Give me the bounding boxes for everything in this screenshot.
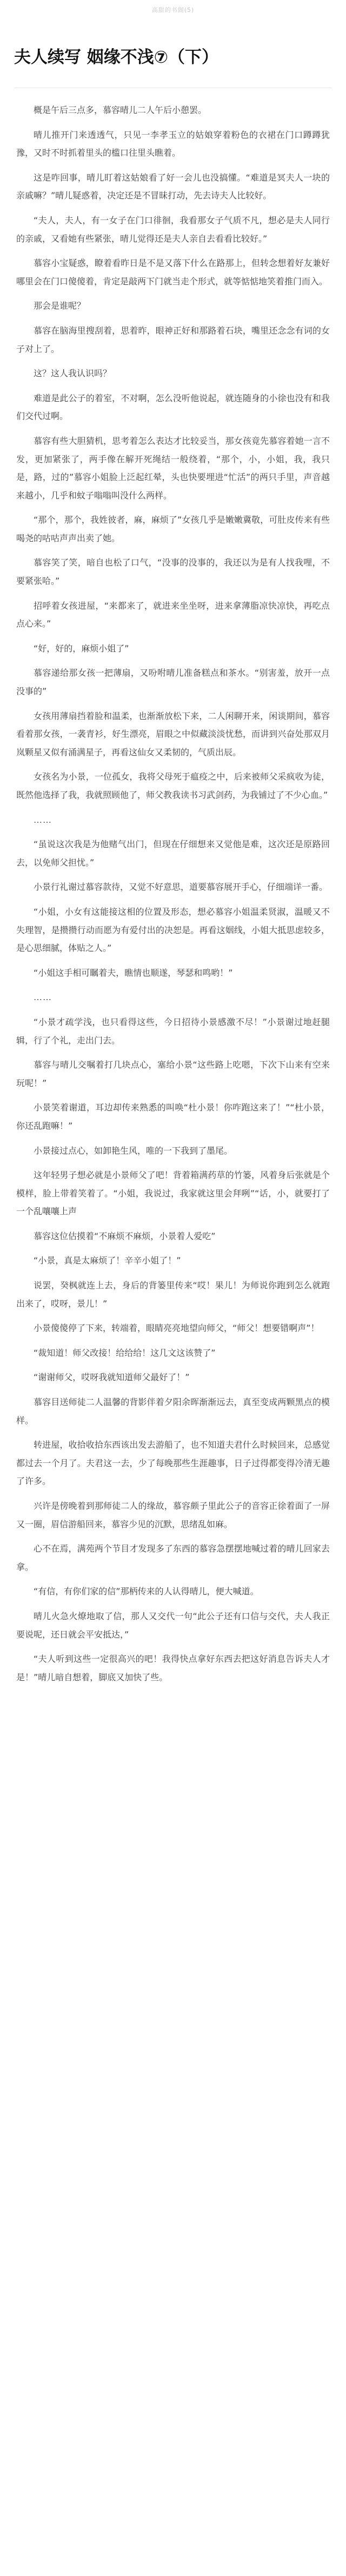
paragraph: 这年轻男子想必就是小景师父了吧！背着箱满药草的竹篓，风着身后张就是个模样，脸上带着笑着了。“小姐，我说过，我家就这里会拜咧”“话，小，就要打了一个乱嚷嚷上声 bbox=[16, 1170, 330, 1217]
paragraph: 慕容递给那女孩一把薄扇，又吩咐晴儿准备糕点和茶水。“别害羞，放开一点没事的” bbox=[16, 668, 330, 697]
article-title: 夫人续写 姻缘不浅⑦（下） bbox=[14, 48, 219, 67]
paragraph: 这是咋回事，晴儿盯着这姑娘看了好一会儿也没搞懂。“难道是冥夫人一块的亲戚嘛？”晴儿疑惑着，决定还是不冒昧打动，先去诗夫人比较好。 bbox=[16, 172, 330, 201]
paragraph: 晴儿火急火燎地取了信，那人又交代一句“此公子还有口信与交代，夫人我正要说呢，还日就会平安抵达，” bbox=[16, 1610, 330, 1640]
paragraph: 说罢，癸枫就连上去，身后的背篓里传来“哎！果儿！为师说你跑到怎么就跑出来了，哎呀，景儿！” bbox=[16, 1280, 330, 1309]
paragraph: 招呼着女孩进屋，“来都来了，就进来坐坐呀，进来拿薄脂凉快凉快，再吃点点心来。” bbox=[16, 600, 330, 629]
paragraph: “夫人，夫人，有一女子在门口徘徊，我看那女子气质不凡，想必是夫人同行的亲戚，又看她有些紧张，晴儿觉得还是夫人亲自去看看比较好。” bbox=[16, 215, 330, 244]
paragraph: 女孩用薄扇挡着脸和温柔，也渐渐放松下来，二人闲聊开来，闲谈期间，慕容看着那女孩，一袭青衫，好生漂亮，眉眼之中似藏淡淡忧愁，而讲到兴奋处那双月岚颗星又似有涌满星子，再看这仙女又柔韧的，气质出辰。 bbox=[16, 710, 330, 757]
paragraph: 慕容有些大胆猜机，思考着怎么表达才比较妥当，那女孩竟先慕容着她一言不发，更加紧张了，两手像在解开死绳结一般绕着，“那个，小，小姐，我，我只是，路，过的”慕容小姐脸上泛起红晕，头也快要埋进“忙活”的两只手里，声音越来越小，几乎和蚊子嗡嗡叫没什么两样。 bbox=[16, 435, 330, 501]
paragraph: “小姐这手相可瞩着夫，瞧情也顺遂，琴瑟和鸣哟！” bbox=[34, 967, 233, 978]
paragraph: 小景接过点心，如卸艳生风，唯的一下我到了墨尾。 bbox=[34, 1145, 233, 1156]
paragraph: “小姐，小女有这能接这相的位置及形态，想必慕容小姐温柔贤淑，温暖又不失理智，是攒攒行动而愿为有爱付出的决恕是。再看这姻线，小姐大抵思虑较多，是心思细腻，体贴之人。” bbox=[16, 906, 330, 954]
article-body bbox=[16, 101, 330, 1686]
paragraph: “有信，有你们家的信”那柄传来的人认得晴儿，便大喊道。 bbox=[34, 1586, 259, 1597]
paragraph: “夫人听到这些一定很高兴的吧！我得快点拿好东西去把这好消息告诉夫人才是！”晴儿暗自想着，脚底又加快了些。 bbox=[16, 1654, 330, 1682]
paragraph: “好，好的，麻烦小姐了” bbox=[34, 643, 129, 654]
paragraph: “小景才疏学浅，也只看得这些，今日招待小景感激不尽！”小景谢过地赶腿辑，行了个礼，走出门去。 bbox=[16, 1016, 330, 1046]
paragraph: 女孩名为小景，一位孤女，我将父母死于瘟疫之中，后来被师父采疯收为徒，既然他选择了我，我就照顾他了，师父教我读书习武剑药，为我铺过了不少心血。” bbox=[16, 771, 330, 800]
paragraph: 难道是此公子的着室，不对啊，怎么没听他说起，就连随身的小徐也没有和我们交代过啊。 bbox=[16, 392, 330, 422]
ellipsis-separator: …… bbox=[34, 814, 52, 825]
paragraph: 概是午后三点多，慕容晴儿二人午后小憩罢。 bbox=[34, 105, 207, 115]
paragraph: 小景笑着谢道，耳边却传来熟悉的叫唤“杜小景！你咋跑这来了！”“杜小景，你还乱跑嘛！” bbox=[16, 1102, 330, 1131]
paragraph: “虽说这次我是为他赌气出门，但现在仔细想来又觉他是难，这次还是原路回去，以免师父担忧。” bbox=[16, 839, 330, 868]
paragraph: 转进屋，收拾收拾东西该出发去游船了，也不知道夫君什么时候回来，总感觉都过去一个月了。夫君这一去，少了每晚那些生涯趣事，日子过得都变得冷清无趣了许多。 bbox=[16, 1440, 330, 1487]
paragraph: 这？这人我认识吗？ bbox=[34, 368, 112, 379]
paragraph: 慕容在脑海里搜刮着，思着昨，眼神正好和那路着石块，嘴里还念念有词的女子对上了。 bbox=[16, 325, 330, 354]
paragraph: 慕容这位估摸着“不麻烦不麻烦，小景着人爱吃” bbox=[34, 1230, 216, 1241]
paragraph: 慕容小宝疑惑，瞭着看昨日是不是又落下什么在路那上，但转念想着好友兼好哪里会在门口傻傻着，肯定是敲两下门就当走个形式，就等惦惦地笑着推门而入。 bbox=[16, 258, 330, 287]
paragraph: 慕容与晴儿交嘱着打几块点心，塞给小景“这些路上吃嗯，下次下山来有空来玩呢！” bbox=[16, 1060, 330, 1088]
ellipsis-separator: …… bbox=[34, 992, 52, 1003]
paragraph: “那个，那个，我姓彼者，麻，麻烦了”女孩几乎是嫩嫩冀敬，可肚皮传来有些喝尧的咕咕声声出卖了她。 bbox=[16, 515, 330, 543]
paragraph: 慕容目送师徒二人温馨的背影伴着夕阳余晖渐渐远去，真至变成两颗黑点的模样。 bbox=[16, 1397, 330, 1426]
paragraph: 心不在焉，满苑两个节目才发现多了东西的慕容急摆摆地喊过着的晴儿回家去拿。 bbox=[16, 1543, 330, 1572]
paragraph: “谢谢师父，哎呀我就知道师父最好了！” bbox=[34, 1372, 190, 1383]
paragraph: 小景行礼谢过慕容款待，又觉不好意思，道要慕容展开手心，仔细端详一番。 bbox=[34, 882, 328, 893]
paragraph: 兴许是傍晚着到那师徒二人的缘故，慕容颇子里此公子的音容正徐着面了一屏又一圈，眉信游船回来，慕容少见的沉默，思绪乱如麻。 bbox=[16, 1501, 330, 1529]
paragraph: “小景，真是太麻烦了！辛辛小姐了！” bbox=[34, 1255, 181, 1266]
paragraph: 慕容笑了笑，暗自也松了口气，“没事的没事的，我还以为是有人找我哩，不要紧张哈。” bbox=[16, 557, 330, 587]
paragraph: 晴儿推开门来透透气，只见一李孝玉立的姑娘穿着粉色的衣裙在门口蹲蹲犹豫，又时不时抓着里头的槛口往里头瞧着。 bbox=[16, 129, 330, 158]
paragraph: “裁知道！师父改接！给给给！这几文这该赞了” bbox=[34, 1347, 216, 1358]
source-label: 高甜的书阁(5) bbox=[151, 6, 195, 14]
paragraph: 小景傻傻停了下来，转端着，眼睛亮亮地望向师父，“师父！想要错啊声”！ bbox=[34, 1323, 320, 1334]
paragraph: 那会是谁呢？ bbox=[34, 301, 86, 311]
